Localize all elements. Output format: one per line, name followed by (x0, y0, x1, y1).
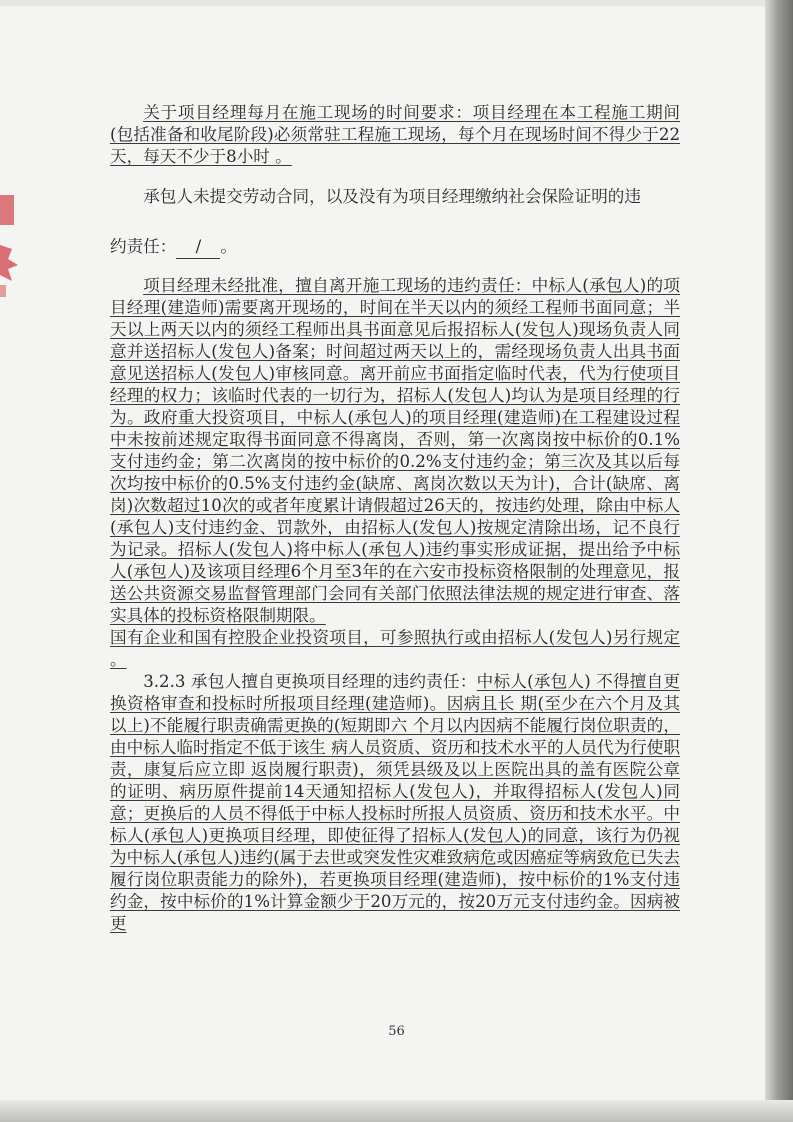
paragraph-labor-contract-line1: 承包人未提交劳动合同，以及没有为项目经理缴纳社会保险证明的违 (143, 187, 641, 206)
page-number: 56 (388, 1024, 405, 1039)
paragraph-state-owned-projects: 国有企业和国有控股企业投资项目，可参照执行或由招标人(发包人)另行规定 。 (110, 628, 680, 669)
red-seal-stamp-fragment (0, 185, 26, 300)
paragraph-labor-contract-line2 (110, 236, 680, 259)
liability-label: 约责任： (110, 237, 177, 256)
scan-bottom-edge (0, 1100, 793, 1122)
document-body (110, 102, 680, 935)
clause-3-2-3-heading: 3.2.3 承包人擅自更换项目经理的违约责任： (143, 672, 477, 691)
clause-3-2-3-body: 中标人(承包人) 不得擅自更换资格审查和投标时所报项目经理(建造师)。因病且长 期(至少在六个月及其以上)不能履行职责确需更换的(短期即六 个月以内因病不能履行岗位职责的，由中标人临时指定不低于该生 病人员资质、资历和技术水平的人员代为行使职责，康复后应立即 返岗履行职责)，须凭县级及以上医院出具的盖有医院公章的证明、病历原件提前14天通知招标人(发包人)，并取得招标人(发包人)同意；更换后的人员不得低于中标人投标时所报人员资质、资历和技术水平。中标人(承包人)更换项目经理，即使征得了招标人(发包人)的同意，该行为仍视为中标人(承包人)违约(属于去世或突发性灾难致病危或因癌症等病致危已失去履行岗位职责能力的除外)，若更换项目经理(建造师)，按中标价的1%支付违约金，按中标价的1%计算金额少于20万元的，按20万元支付违约金。因病被更 (110, 672, 680, 933)
scan-top-edge (0, 0, 793, 6)
paragraph-replace-manager (110, 671, 680, 935)
paragraph-manager-time-requirement: 关于项目经理每月在施工现场的时间要求：项目经理在本工程施工期间(包括准备和收尾阶段)必须常驻工程施工现场，每个月在现场时间不得少于22天，每天不少于8小时 。 (110, 103, 680, 166)
page-binding-shadow (765, 0, 793, 1122)
paragraph-unauthorized-leave: 项目经理未经批准，擅自离开施工现场的违约责任：中标人(承包人)的项目经理(建造师)需要离开现场的，时间在半天以内的须经工程师书面同意；半天以上两天以内的须经工程师出具书面意见后报招标人(发包人)现场负责人同意并送招标人(发包人)备案；时间超过两天以上的，需经现场负责人出具书面意见送招标人(发包人)审核同意。离开前应书面指定临时代表，代为行使项目经理的权力；该临时代表的一切行为，招标人(发包人)均认为是项目经理的行为。政府重大投资项目，中标人(承包人)的项目经理(建造师)在工程建设过程中未按前述规定取得书面同意不得离岗，否则，第一次离岗按中标价的0.1%支付违约金；第二次离岗的按中标价的0.2%支付违约金；第三次及其以后每次均按中标价的0.5%支付违约金(缺席、离岗次数以天为计)，合计(缺席、离岗)次数超过10次的或者年度累计请假超过26天的，按违约处理，除由中标人(承包人)支付违约金、罚款外，由招标人(发包人)按规定清除出场，记不良行为记录。招标人(发包人)将中标人(承包人)违约事实形成证据，提出给予中标人(承包人)及该项目经理6个月至3年的在六安市投标资格限制的处理意见，报送公共资源交易监督管理部门会同有关部门依照法律法规的规定进行审查、落实具体的投标资格限制期限。 (110, 276, 680, 625)
liability-end-mark: 。 (220, 237, 237, 256)
liability-blank-field: / (176, 236, 220, 259)
